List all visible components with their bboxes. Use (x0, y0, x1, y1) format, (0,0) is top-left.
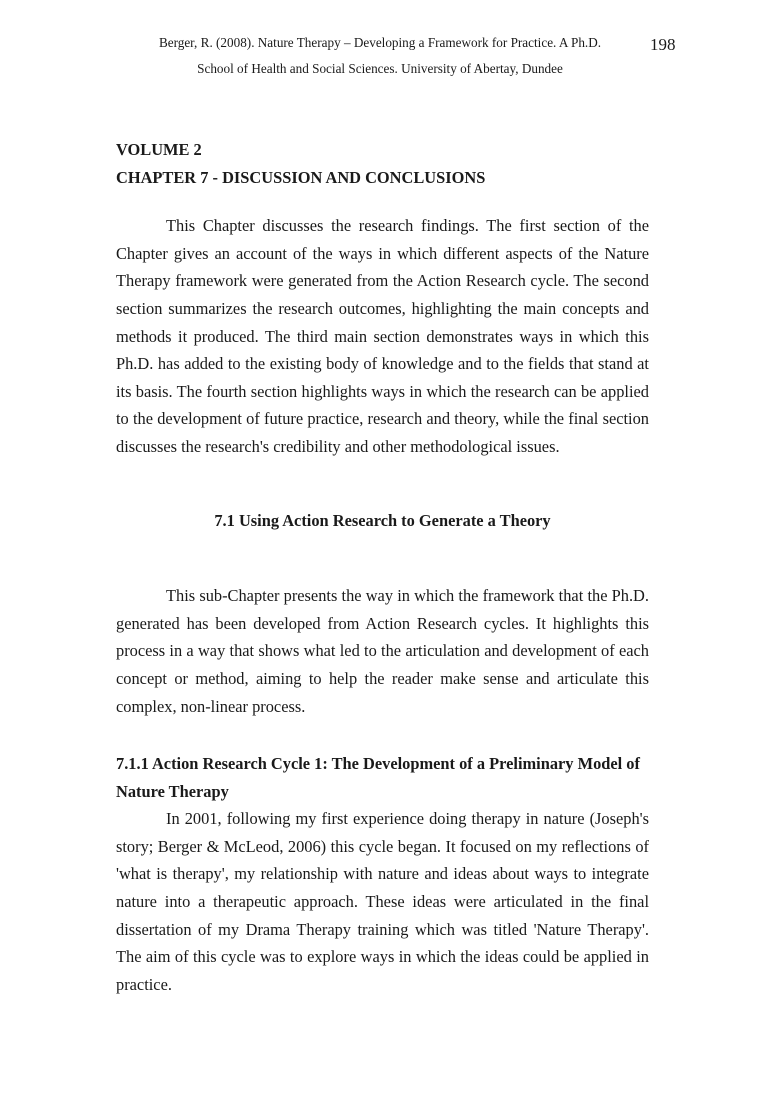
section-paragraph: This sub-Chapter presents the way in which the framework that the Ph.D. generated has been developed from Action Research cycles. It highlights this process in a way that shows what led to the articulation and development of each concept or method, aiming to help the reader make sense and articulate this complex, non-linear process. (116, 586, 649, 716)
section-heading: 7.1 Using Action Research to Generate a Theory (214, 510, 551, 530)
running-header (0, 30, 760, 82)
chapter-heading: CHAPTER 7 - DISCUSSION AND CONCLUSIONS (116, 167, 486, 187)
page-number: 198 (650, 35, 676, 54)
intro-paragraph: This Chapter discusses the research findings. The first section of the Chapter gives an account of the ways in which different aspects of the Nature Therapy framework were generated from the Action Research cycle. The second section summarizes the research outcomes, highlighting the main concepts and methods it produced. The third main section demonstrates ways in which this Ph.D. has added to the existing body of knowledge and to the fields that stand at its basis. The fourth section highlights ways in which the research can be applied to the development of future practice, research and theory, while the final section discusses the research's credibility and other methodological issues. (116, 216, 649, 456)
header-line-1 (0, 30, 760, 56)
header-citation: Berger, R. (2008). Nature Therapy – Developing a Framework for Practice. A Ph.D. (158, 35, 602, 50)
page-body (116, 136, 649, 998)
subsection-paragraph: In 2001, following my first experience doing therapy in nature (Joseph's story; Berger & McLeod, 2006) this cycle began. It focused on my reflections of 'what is therapy', my relationship with nature and ideas about ways to integrate nature into a therapeutic approach. These ideas were articulated in the final dissertation of my Drama Therapy training which was titled 'Nature Therapy'. The aim of this cycle was to explore ways in which the ideas could be applied in practice. (116, 809, 649, 994)
volume-heading: VOLUME 2 (116, 140, 202, 159)
header-line-2: School of Health and Social Sciences. University of Abertay, Dundee (197, 61, 563, 76)
subsection-heading: 7.1.1 Action Research Cycle 1: The Development of a Preliminary Model of Nature Therapy (116, 754, 640, 801)
